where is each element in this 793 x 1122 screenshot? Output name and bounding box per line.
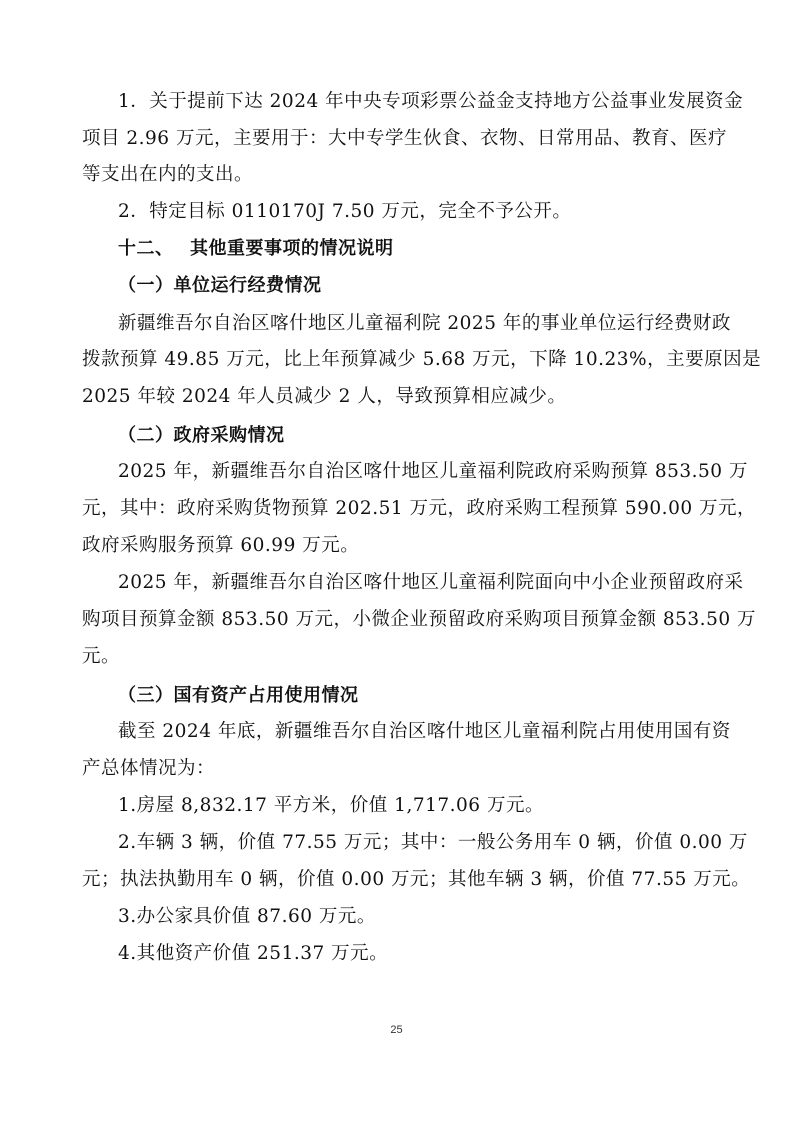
paragraph-6-line-1: 截至 2024 年底，新疆维吾尔自治区喀什地区儿童福利院占用使用国有资 — [118, 721, 731, 742]
paragraph-8-line-2: 元；执法执勤用车 0 辆，价值 0.00 万元；其他车辆 3 辆，价值 77.55 万元。 — [82, 869, 751, 890]
subsection-2-title: （二）政府采购情况 — [118, 425, 285, 446]
paragraph-1-line-1: 1．关于提前下达 2024 年中央专项彩票公益金支持地方公益事业发展资金 — [118, 91, 744, 112]
subsection-1-title: （一）单位运行经费情况 — [118, 275, 322, 296]
paragraph-10: 4.其他资产价值 251.37 万元。 — [118, 943, 389, 964]
paragraph-7: 1.房屋 8,832.17 平方米，价值 1,717.06 万元。 — [118, 795, 544, 816]
paragraph-4-line-3: 政府采购服务预算 60.99 万元。 — [82, 535, 360, 556]
paragraph-3-line-1: 新疆维吾尔自治区喀什地区儿童福利院 2025 年的事业单位运行经费财政 — [118, 313, 731, 334]
paragraph-1-line-3: 等支出在内的支出。 — [82, 164, 254, 185]
section-12-number: 十二、 — [118, 238, 174, 259]
paragraph-4-line-1: 2025 年，新疆维吾尔自治区喀什地区儿童福利院政府采购预算 853.50 万 — [118, 461, 748, 482]
paragraph-3-line-3: 2025 年较 2024 年人员减少 2 人，导致预算相应减少。 — [82, 386, 567, 407]
paragraph-8-line-1: 2.车辆 3 辆，价值 77.55 万元；其中：一般公务用车 0 辆，价值 0.00 万 — [118, 832, 748, 853]
paragraph-9: 3.办公家具价值 87.60 万元。 — [118, 906, 376, 927]
page-number: 25 — [390, 1024, 403, 1036]
paragraph-3-line-2: 拨款预算 49.85 万元，比上年预算减少 5.68 万元，下降 10.23%，主要原因是 — [82, 349, 762, 370]
paragraph-2: 2．特定目标 0110170J 7.50 万元，完全不予公开。 — [118, 201, 572, 222]
section-12-title: 其他重要事项的情况说明 — [190, 238, 394, 259]
paragraph-5-line-1: 2025 年，新疆维吾尔自治区喀什地区儿童福利院面向中小企业预留政府采 — [118, 572, 744, 593]
paragraph-4-line-2: 元，其中：政府采购货物预算 202.51 万元，政府采购工程预算 590.00 万元， — [82, 498, 756, 519]
paragraph-1-line-2: 项目 2.96 万元，主要用于：大中专学生伙食、衣物、日常用品、教育、医疗 — [82, 128, 727, 149]
paragraph-5-line-3: 元。 — [82, 646, 121, 667]
subsection-3-title: （三）国有资产占用使用情况 — [118, 685, 359, 706]
paragraph-6-line-2: 产总体情况为： — [82, 758, 216, 779]
paragraph-5-line-2: 购项目预算金额 853.50 万元，小微企业预留政府采购项目预算金额 853.50 万 — [82, 609, 756, 630]
